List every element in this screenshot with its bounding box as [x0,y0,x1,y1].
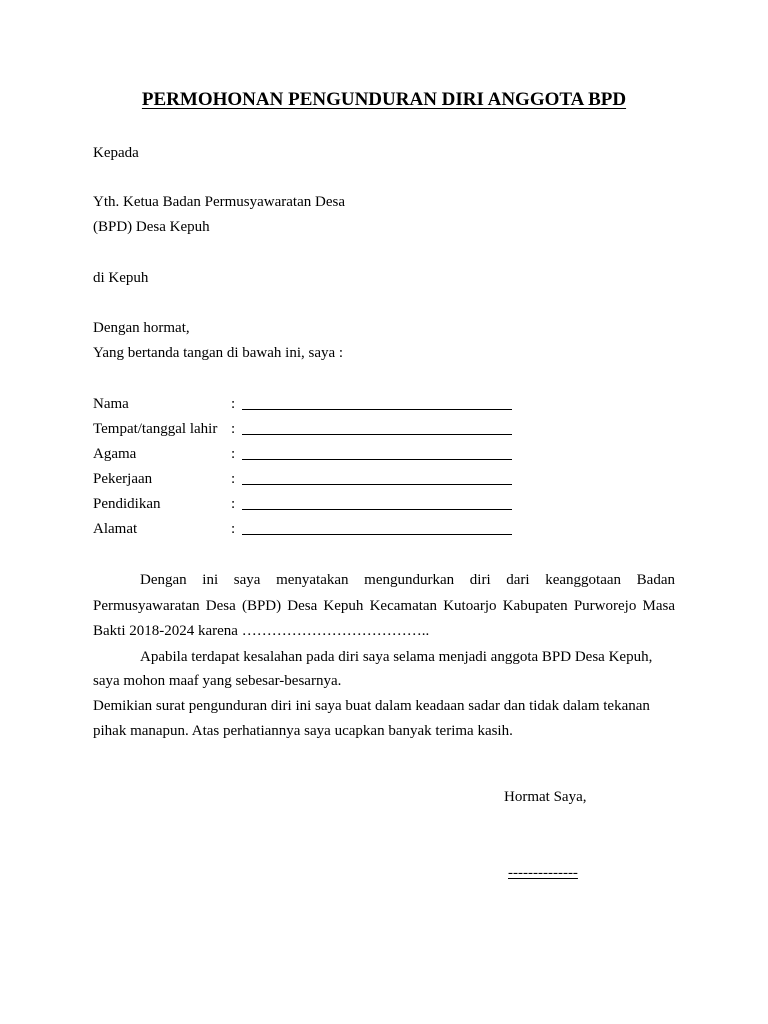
field-blank-line[interactable] [242,444,512,460]
closing: Hormat Saya, [504,789,587,805]
field-colon: : [231,471,236,487]
intro-line: Yang bertanda tangan di bawah ini, saya : [93,345,344,361]
field-colon: : [231,446,236,462]
field-blank-line[interactable] [242,419,512,435]
field-blank-line[interactable] [242,519,512,535]
body-paragraph-3-line-1: Demikian surat pengunduran diri ini saya buat dalam keadaan sadar dan tidak dalam tekanan [93,698,650,714]
body-paragraph-2-line-1: Apabila terdapat kesalahan pada diri saya selama menjadi anggota BPD Desa Kepuh, [140,649,653,665]
recipient-line-1: Yth. Ketua Badan Permusyawaratan Desa [93,194,345,210]
field-colon: : [231,396,236,412]
field-colon: : [231,421,236,437]
field-blank-line[interactable] [242,469,512,485]
body-paragraph-3-line-2: pihak manapun. Atas perhatiannya saya ucapkan banyak terima kasih. [93,723,513,739]
recipient-location: di Kepuh [93,270,149,286]
recipient-to: Kepada [93,145,139,161]
field-colon: : [231,521,236,537]
greeting: Dengan hormat, [93,320,190,336]
recipient-line-2: (BPD) Desa Kepuh [93,219,210,235]
field-label: Pendidikan [93,496,161,512]
field-label: Pekerjaan [93,471,153,487]
body-paragraph-1-line-3: Bakti 2018-2024 karena ……………………………….. [93,623,430,639]
body-paragraph-1-line-1: Dengan ini saya menyatakan mengundurkan diri dari keanggotaan Badan [140,572,675,588]
field-blank-line[interactable] [242,494,512,510]
field-label: Tempat/tanggal lahir [93,421,218,437]
body-paragraph-1-line-2: Permusyawaratan Desa (BPD) Desa Kepuh Kecamatan Kutoarjo Kabupaten Purworejo Masa [93,598,675,614]
document-title: PERMOHONAN PENGUNDURAN DIRI ANGGOTA BPD [141,89,627,110]
field-label: Nama [93,396,129,412]
field-blank-line[interactable] [242,394,512,410]
body-paragraph-2-line-2: saya mohon maaf yang sebesar-besarnya. [93,673,342,689]
signature-line: -------------- [508,865,578,881]
field-label: Alamat [93,521,138,537]
field-colon: : [231,496,236,512]
field-label: Agama [93,446,137,462]
